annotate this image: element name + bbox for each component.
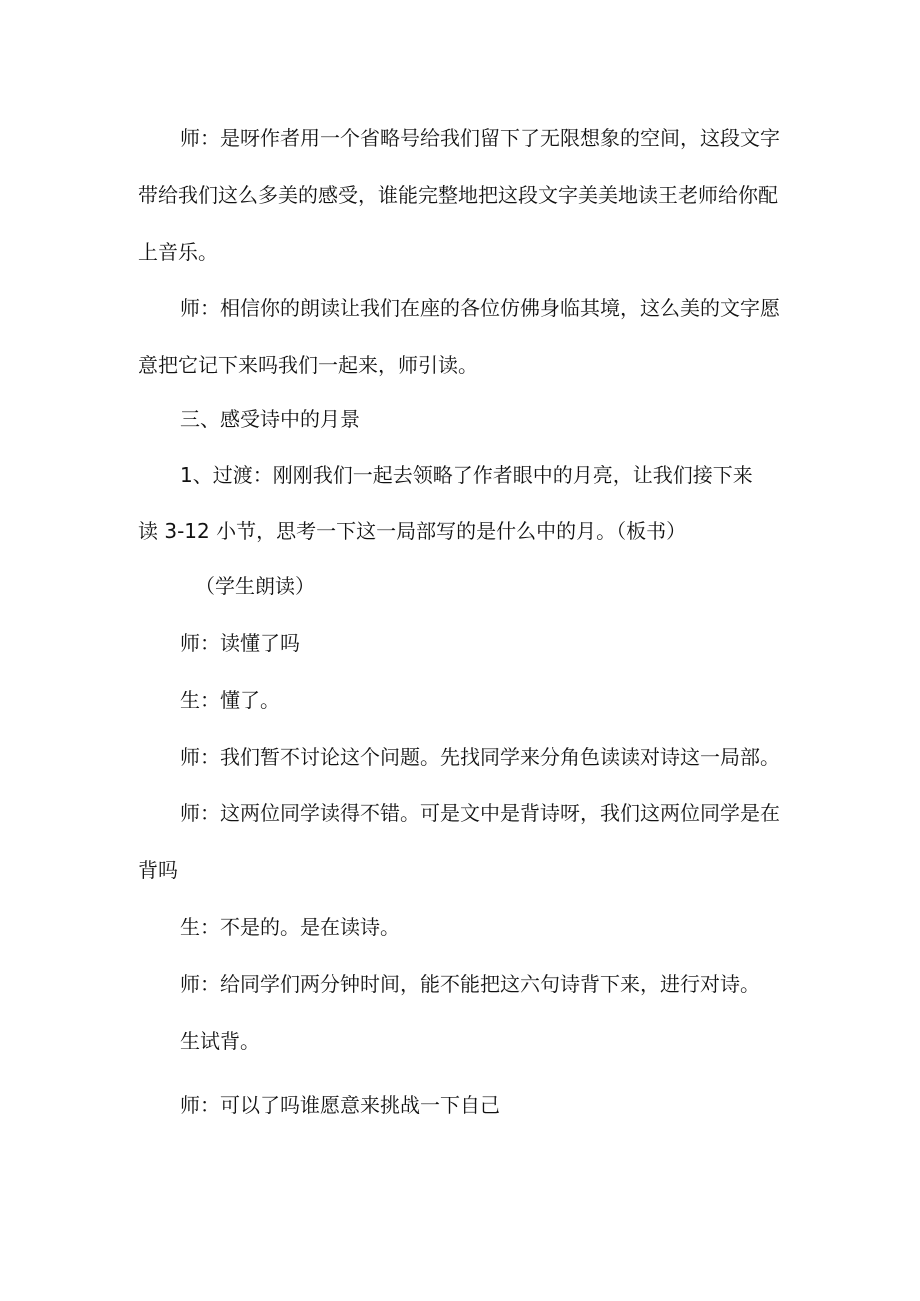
paragraph-line: 师：我们暂不讨论这个问题。先找同学来分角色读读对诗这一局部。 xyxy=(180,745,780,769)
paragraph-line: 师：这两位同学读得不错。可是文中是背诗呀，我们这两位同学是在 xyxy=(180,801,780,825)
paragraph-line: 背吗 xyxy=(138,858,178,882)
paragraph-line: 生：懂了。 xyxy=(180,688,280,712)
paragraph-line: 1、过渡：刚刚我们一起去领略了作者眼中的月亮，让我们接下来 xyxy=(180,463,753,487)
paragraph-line: 生：不是的。是在读诗。 xyxy=(180,915,400,939)
paragraph-line: 师：可以了吗谁愿意来挑战一下自己 xyxy=(180,1093,500,1117)
paragraph-line: 师：给同学们两分钟时间，能不能把这六句诗背下来，进行对诗。 xyxy=(180,972,760,996)
paragraph-line: （学生朗读） xyxy=(195,574,315,598)
paragraph-line: 上音乐。 xyxy=(138,240,218,264)
paragraph-line: 师：相信你的朗读让我们在座的各位仿佛身临其境，这么美的文字愿 xyxy=(180,296,780,320)
paragraph-line: 意把它记下来吗我们一起来，师引读。 xyxy=(138,353,478,377)
paragraph-line: 带给我们这么多美的感受，谁能完整地把这段文字美美地读王老师给你配 xyxy=(138,183,778,207)
paragraph-line: 生试背。 xyxy=(180,1029,260,1053)
paragraph-line: 师：读懂了吗 xyxy=(180,631,300,655)
paragraph-line: 师：是呀作者用一个省略号给我们留下了无限想象的空间，这段文字 xyxy=(180,126,780,150)
paragraph-line: 读 3-12 小节，思考一下这一局部写的是什么中的月。（板书） xyxy=(138,519,687,543)
section-heading: 三、感受诗中的月景 xyxy=(180,407,360,431)
